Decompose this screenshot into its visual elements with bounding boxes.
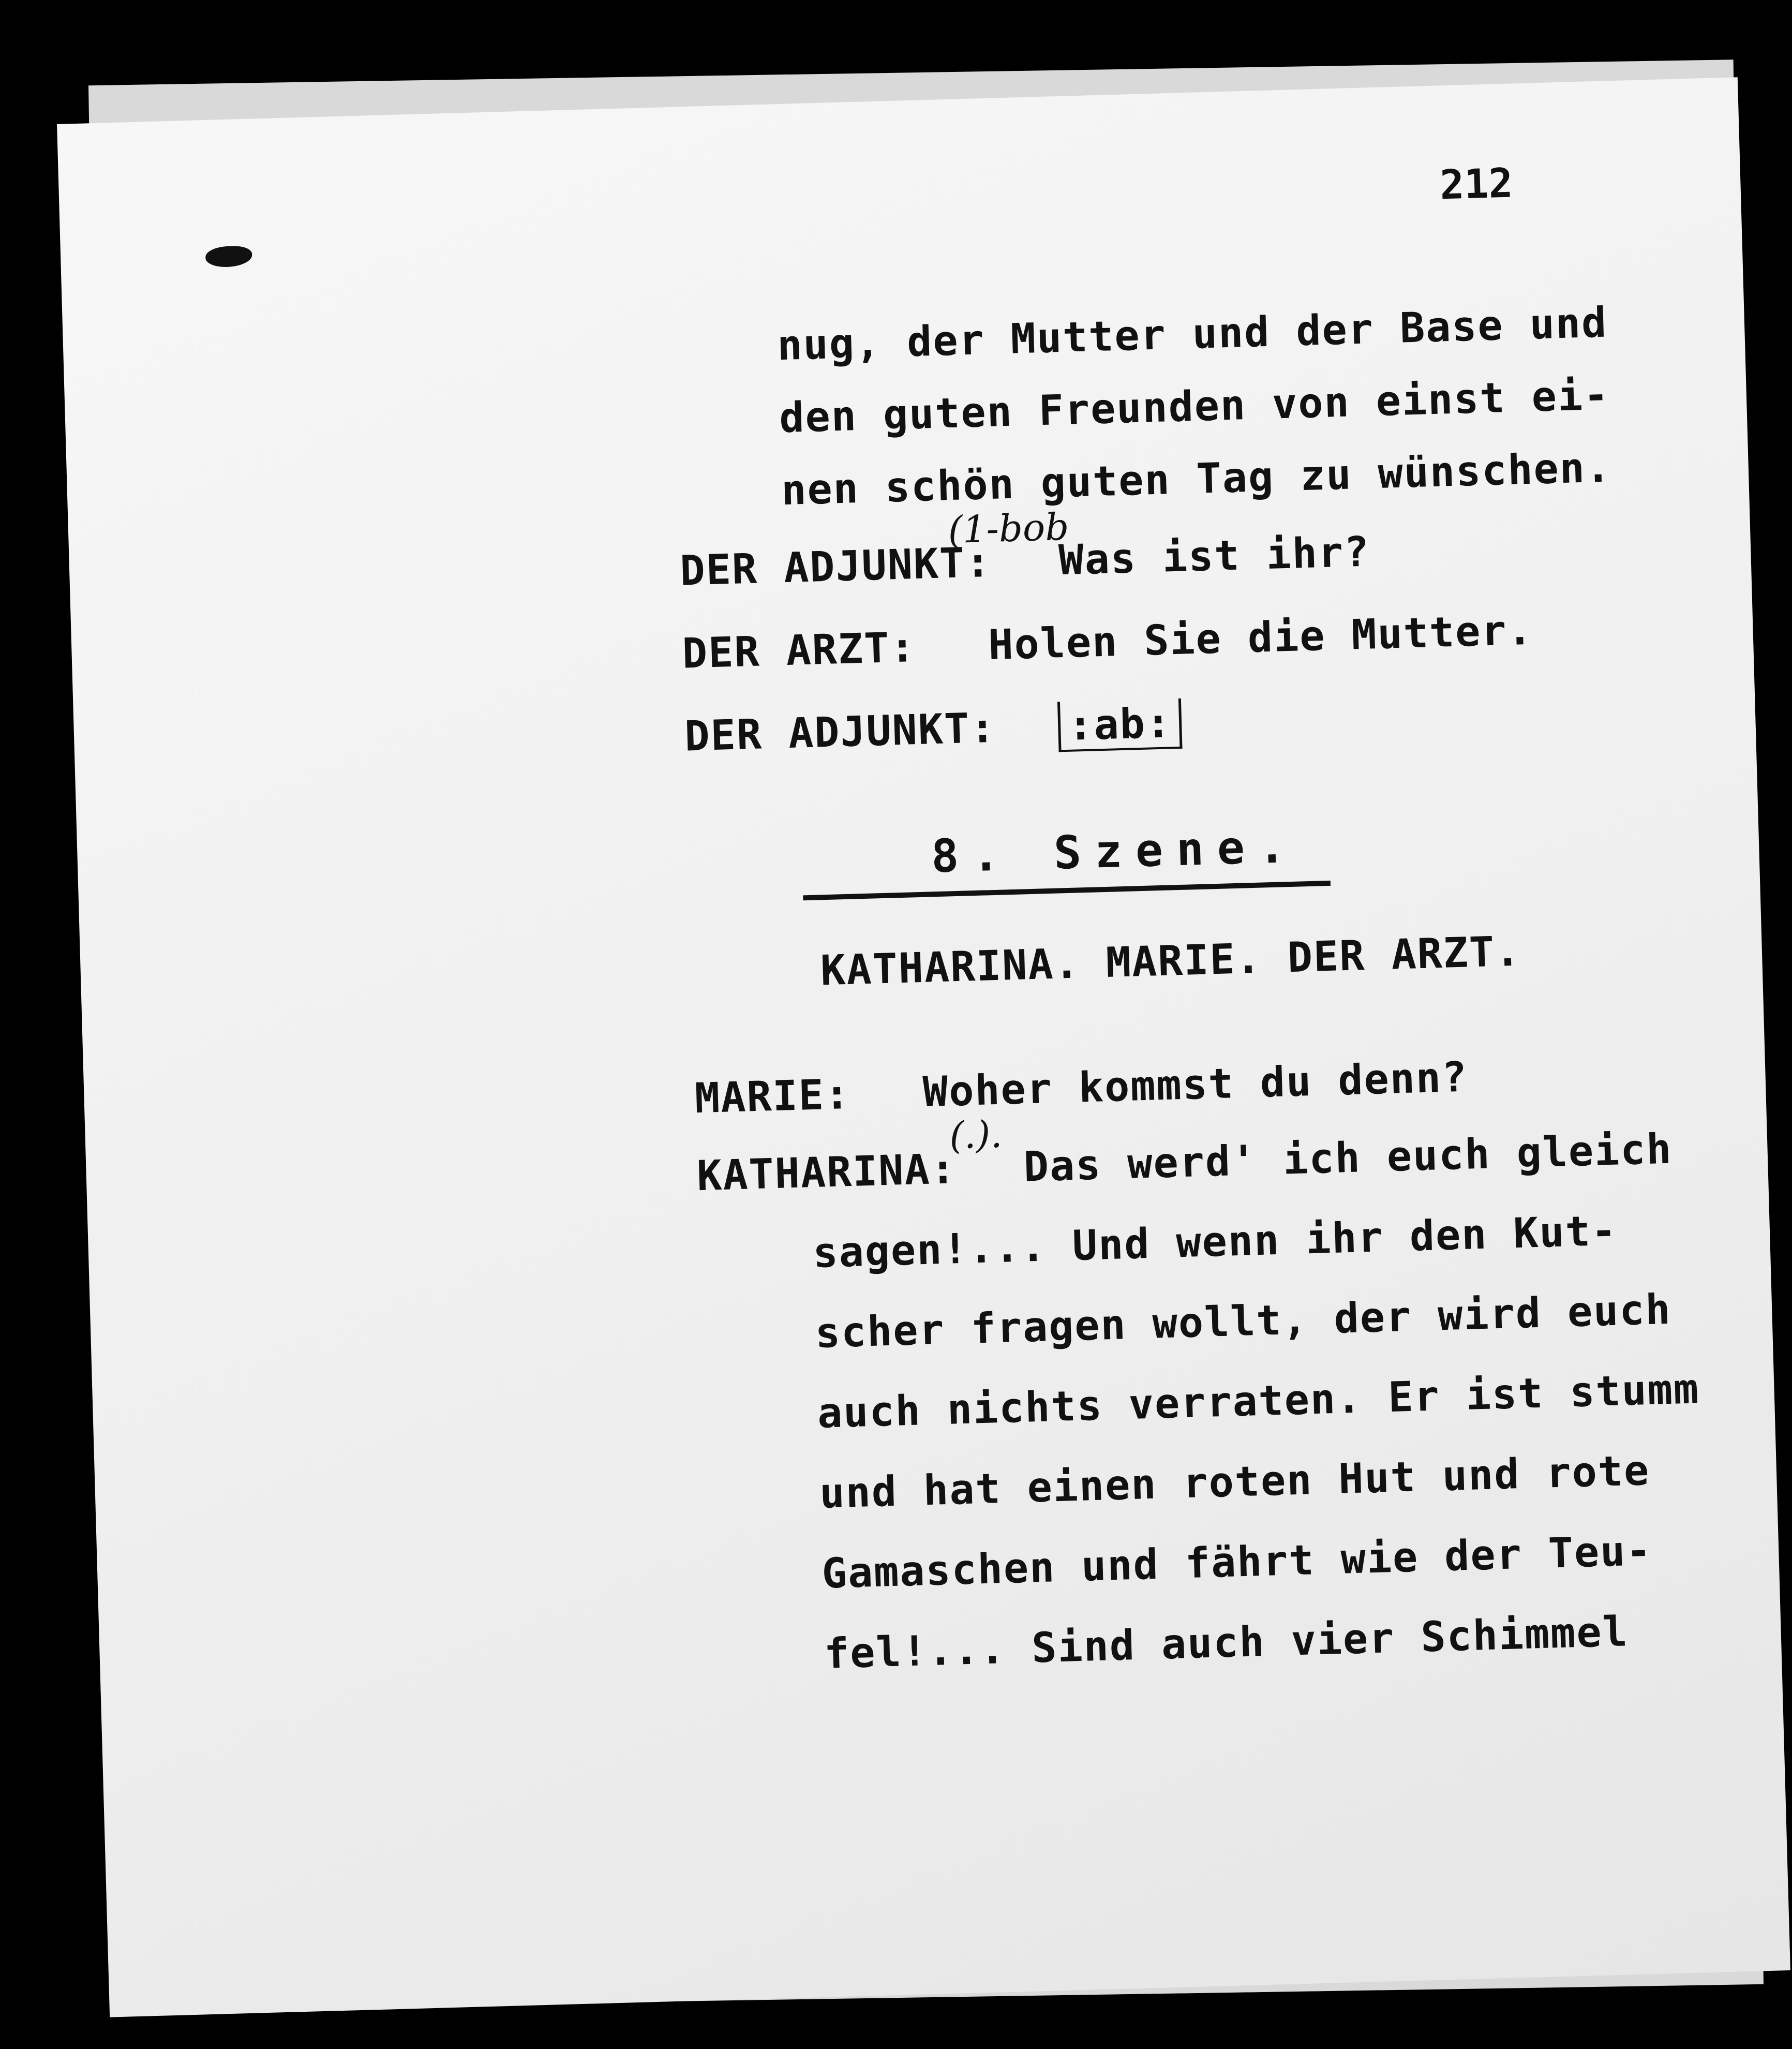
scene-heading: 8. Szene. [930,819,1300,883]
speaker-label: DER ADJUNKT: [679,538,992,595]
ink-blot [205,246,252,268]
text-line-katharina-2: sagen!... Und wenn ihr den Kut- [812,1206,1618,1278]
handwritten-annotation-2: (.). [949,1112,1003,1157]
dialogue-text: Das werd' ich euch gleich [1023,1124,1673,1191]
speaker-label: MARIE: [694,1070,852,1123]
page-number: 212 [1439,160,1514,209]
dialogue-marie [694,1053,1469,1123]
scene-heading-rule [803,881,1331,900]
text-line-katharina-6: Gamaschen und fährt wie der Teu- [821,1526,1653,1598]
text-line-3: nen schön guten Tag zu wünschen. [781,443,1612,515]
speaker-label: DER ARZT: [681,623,917,678]
dialogue-adjunkt-1 [679,527,1370,595]
dialogue-arzt [682,606,1534,678]
document-page [57,77,1790,2017]
text-line-katharina-3: scher fragen wollt, der wird euch [814,1285,1672,1357]
speaker-label: KATHARINA: [696,1145,957,1200]
dialogue-text: Holen Sie die Mutter. [988,605,1534,670]
stage-direction: :ab: [1057,699,1182,752]
dialogue-katharina [696,1125,1673,1200]
dialogue-text: Woher kommst du denn? [922,1052,1469,1116]
text-line-2: den guten Freunden von einst ei- [779,370,1610,442]
text-line-katharina-7: fel!... Sind auch vier Schimmel [823,1607,1629,1678]
text-line-1: nug, der Mutter und der Base und [776,298,1608,370]
handwritten-annotation-1: (1-bob [947,504,1070,552]
speaker-label: DER ADJUNKT: [684,703,997,761]
text-line-katharina-5: und hat einen roten Hut und rote [819,1446,1651,1518]
text-line-katharina-4: auch nichts verraten. Er ist stumm [816,1364,1700,1437]
dialogue-text: Was ist ihr? [1058,527,1371,585]
scene-cast: KATHARINA. MARIE. DER ARZT. [819,927,1522,995]
dialogue-adjunkt-2 [684,699,1182,763]
